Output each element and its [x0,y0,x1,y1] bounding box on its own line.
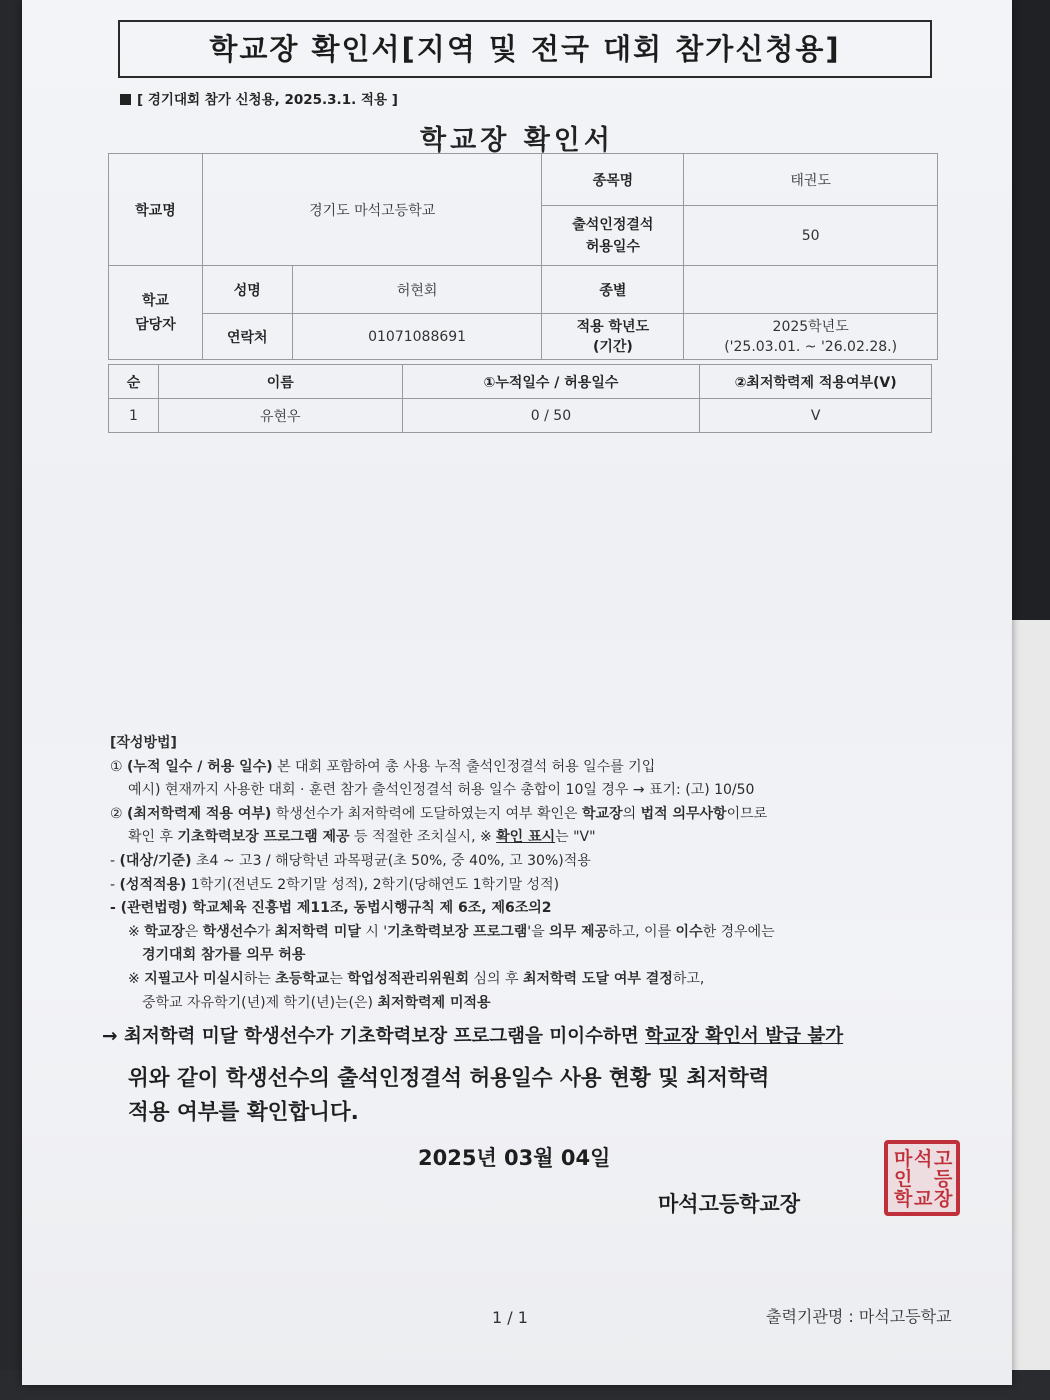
year-label-line2: (기간) [592,338,633,355]
instruction-target-text: 초4 ~ 고3 / 해당학년 과목평균(초 50%, 중 40%, 고 30%)적용 [191,852,591,869]
name-label: 성명 [202,266,292,314]
instruction-2-cont-b: 기초학력보장 프로그램 제공 [177,829,350,846]
instruction-note-2-cont [110,992,775,1016]
num-2: ② [110,805,128,822]
num-1: ① [110,758,128,775]
instruction-2-text-b: 학교장 [582,805,623,822]
form-subtitle: 학교장 확인서 [420,125,614,156]
instructions [110,732,775,1015]
row-applied: V [700,399,932,433]
square-bullet-icon [120,94,131,105]
note-1-k: 하고, 이를 [608,923,676,940]
instruction-2-cont-e: 는 "V" [555,829,596,846]
instruction-1 [110,756,775,780]
row-name: 유현우 [158,399,402,433]
contact-value: 01071088691 [292,314,542,360]
note-2-cont-a: 중학교 자유학기(년)제 학기(년)는(은) [142,994,378,1011]
document-title: 학교장 확인서[지역 및 전국 대회 참가신청용] [118,20,932,78]
note-1-h: 기초학력보장 프로그램 [387,923,528,940]
instruction-1-text: 본 대회 포함하여 총 사용 누적 출석인정결석 허용 일수를 기입 [272,758,656,775]
confirmation-text [128,1062,769,1130]
student-table [108,364,932,433]
instruction-2-text-d: 법적 의무사항 [640,805,727,822]
year-value [684,314,938,360]
warning-c: 가 기초학력보장 프로그램을 미이수하면 [315,1026,646,1047]
allow-days-label-line1: 출석인정결석 [572,216,654,233]
warning-b: 학생선수 [244,1026,316,1047]
type-value [684,266,938,314]
instruction-2-cont [110,826,775,850]
instruction-2-cont-d: 확인 표시 [496,829,556,846]
official-seal: 마 석 고 등 학 교 장 인 [884,1140,960,1216]
note-1-l: 이수 [675,923,703,940]
note-1-i: '을 [527,923,550,940]
note-2-g: 심의 후 [469,970,523,987]
instruction-2-cont-c: 등 적절한 조치실시, ※ [349,829,497,846]
allow-days-value: 50 [684,206,938,266]
col-header-applied: ②최저학력제 적용여부(V) [700,365,932,399]
instruction-2-text-e: 이므로 [726,805,768,822]
instruction-target-term: (대상/기준) [119,852,192,869]
note-2-d: 초등학교 [275,970,330,987]
instruction-grades [110,874,775,898]
type-label: 종별 [542,266,684,314]
instruction-2-cont-a: 확인 후 [128,829,178,846]
note-2-f: 학업성적관리위원회 [347,970,470,987]
principal-signature: 마석고등학교장 [658,1192,801,1216]
instruction-2 [110,803,775,827]
note-1-j: 의무 제공 [549,923,609,940]
instruction-law: - (관련법령) 학교체육 진흥법 제11조, 동법시행규칙 제 6조, 제6조의2 [110,900,552,917]
school-value: 경기도 마석고등학교 [202,154,542,266]
year-label-line1: 적용 학년도 [576,318,650,335]
instruction-target [110,850,775,874]
year-value-line1: 2025학년도 [772,318,849,335]
allow-days-label [542,206,684,266]
print-org: 출력기관명 : 마석고등학교 [766,1307,952,1326]
note-1-b: 학교장 [144,923,185,940]
instruction-1-term: (누적 일수 / 허용 일수) [127,758,273,775]
note-1-c: 은 [184,923,203,940]
contact-label: 연락처 [202,314,292,360]
note-1-g: 시 ' [360,923,388,940]
col-header-name: 이름 [158,365,402,399]
row-no: 1 [109,399,159,433]
instruction-1-example: 예시) 현재까지 사용한 대회 · 훈련 참가 출석인정결석 허용 일수 총합이 10일 경우 → 표기: (고) 10/50 [128,782,755,799]
note-1-f: 최저학력 미달 [274,923,361,940]
note-2-b: 지필고사 미실시 [144,970,244,987]
instruction-2-term: (최저학력제 적용 여부) [127,805,272,822]
note-2-mark: ※ [128,970,145,987]
document-page [22,0,1012,1385]
note-1-d: 학생선수 [202,923,257,940]
warning-d: 학교장 확인서 발급 불가 [645,1026,844,1047]
confirmation-line2: 적용 여부를 확인합니다. [128,1100,359,1125]
table-row [109,399,932,433]
instruction-2-text-c: 의 [622,805,641,822]
note-1-mark: ※ [128,923,145,940]
instructions-heading: [작성방법] [110,735,177,751]
note-1-m: 한 경우에는 [702,923,775,940]
instruction-target-dash: - [110,852,120,869]
issue-date: 2025년 03월 04일 [418,1146,611,1170]
note-2-cont-b: 최저학력제 미적용 [377,994,491,1011]
instruction-2-text-a: 학생선수가 최저학력에 도달하였는지 여부 확인은 [271,805,582,822]
instruction-grades-text: 1학기(전년도 2학기말 성적), 2학기(당해연도 1학기말 성적) [186,876,560,893]
note-2-h: 최저학력 도달 여부 결정 [522,970,673,987]
col-header-days: ①누적일수 / 허용일수 [402,365,700,399]
row-days: 0 / 50 [402,399,700,433]
instruction-note-1-cont: 경기대회 참가를 의무 허용 [142,947,306,964]
instruction-note-2 [110,968,775,992]
event-value: 태권도 [684,154,938,206]
manager-label-line1: 학교 [141,292,169,309]
info-table [108,153,938,360]
school-label: 학교명 [109,154,203,266]
instruction-grades-term: (성적적용) [119,876,187,893]
confirmation-line1: 위와 같이 학생선수의 출석인정결석 허용일수 사용 현황 및 최저학력 [128,1066,770,1091]
year-value-line2: ('25.03.01. ~ '26.02.28.) [724,338,898,355]
event-label: 종목명 [542,154,684,206]
application-note [120,88,398,108]
instruction-note-1 [110,921,775,945]
note-2-e: 는 [329,970,348,987]
warning-a: → 최저학력 미달 [102,1026,245,1047]
manager-label-line2: 담당자 [135,316,176,333]
allow-days-label-line2: 허용일수 [585,238,640,255]
note-1-e: 가 [256,923,275,940]
page-number: 1 / 1 [492,1308,528,1327]
name-value: 허현회 [292,266,542,314]
col-header-no: 순 [109,365,159,399]
warning-line [102,1022,843,1048]
note-text: [ 경기대회 참가 신청용, 2025.3.1. 적용 ] [137,92,398,108]
note-2-c: 하는 [243,970,276,987]
year-label [542,314,684,360]
instruction-grades-dash: - [110,876,120,893]
note-2-i: 하고, [672,970,705,987]
manager-label [109,266,203,360]
